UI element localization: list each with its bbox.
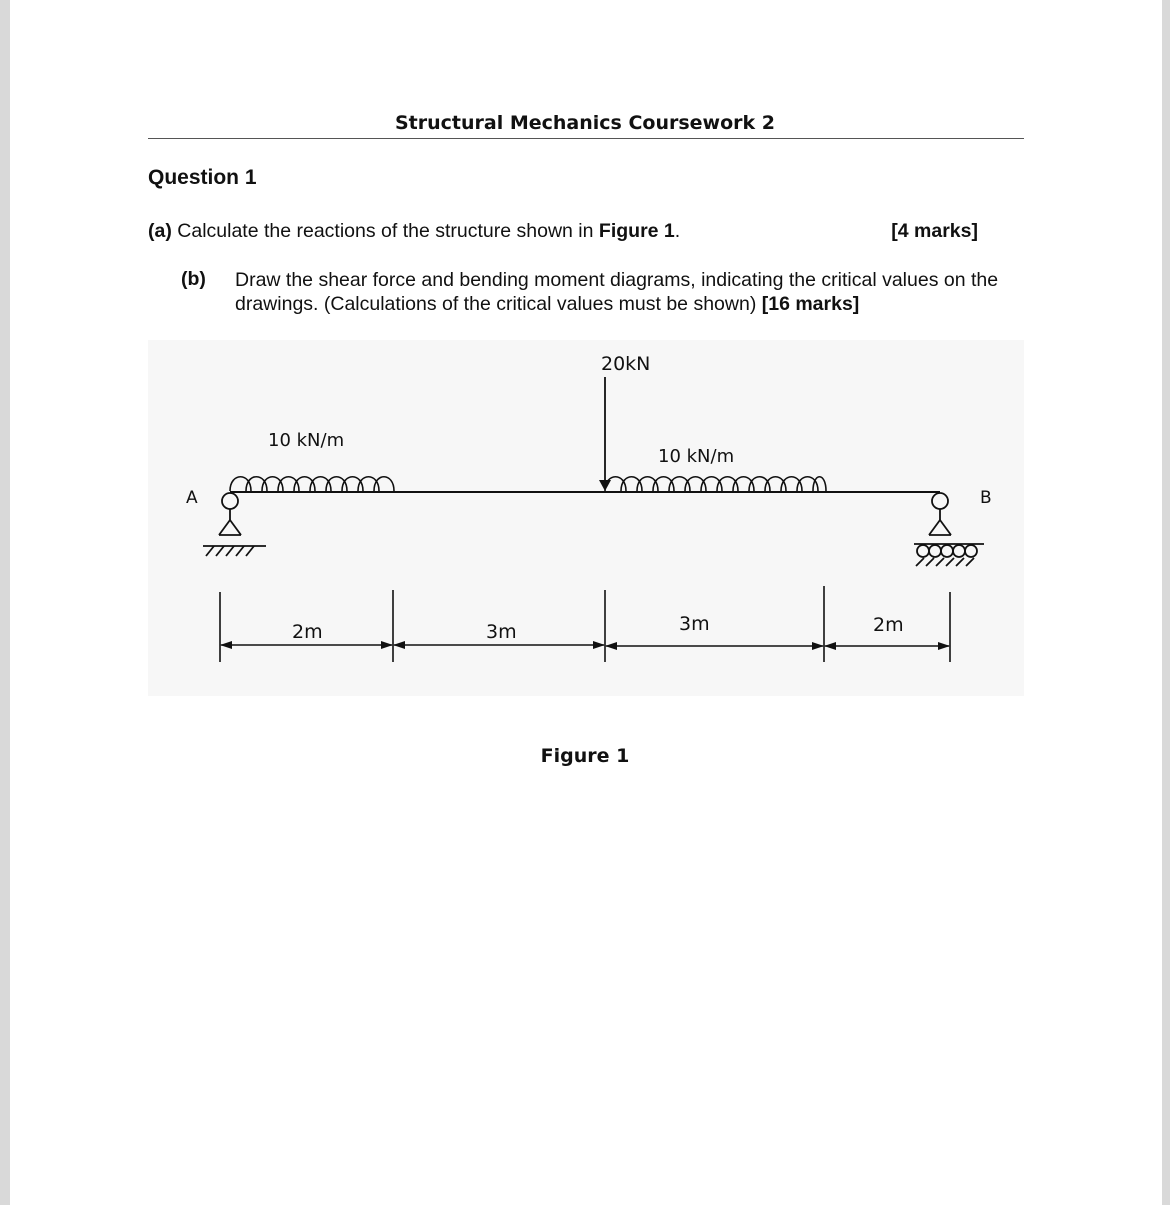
part-b: [235, 268, 1025, 316]
question-heading: Question 1: [148, 166, 257, 189]
header-divider: [148, 138, 1024, 139]
beam-diagram: [148, 340, 1024, 696]
span-label-4: 2m: [873, 614, 904, 636]
support-b-roller: [914, 493, 984, 566]
span-label-2: 3m: [486, 621, 517, 643]
support-a-pin: [203, 493, 266, 556]
document-title: Structural Mechanics Coursework 2: [394, 112, 776, 134]
part-a-text: Calculate the reactions of the structure shown in: [177, 220, 594, 242]
part-a-marks: [4 marks]: [891, 220, 978, 242]
udl-right-loops: [605, 477, 826, 491]
span-label-3: 3m: [679, 613, 710, 635]
span-label-1: 2m: [292, 621, 323, 643]
part-b-text: Draw the shear force and bending moment diagrams, indicating the critical values on the drawings. (Calculations of the critical values must be shown): [235, 269, 999, 315]
point-load-label: 20kN: [601, 353, 651, 375]
part-a-label: (a): [148, 220, 172, 242]
beam-figure: [148, 340, 1024, 696]
part-b-marks: [16 marks]: [761, 293, 860, 315]
support-a-label: A: [186, 488, 198, 508]
part-b-label: (b): [181, 268, 206, 290]
udl-left-loops: [230, 477, 394, 491]
part-a-end: .: [674, 220, 681, 242]
udl-left-label: 10 kN/m: [268, 430, 345, 451]
udl-right-label: 10 kN/m: [658, 446, 735, 467]
support-b-label: B: [980, 488, 992, 508]
dimension-ticks: [220, 586, 950, 662]
figure-caption: Figure 1: [540, 745, 630, 767]
part-a-figure-ref: Figure 1: [598, 220, 675, 242]
part-a: [148, 220, 978, 243]
